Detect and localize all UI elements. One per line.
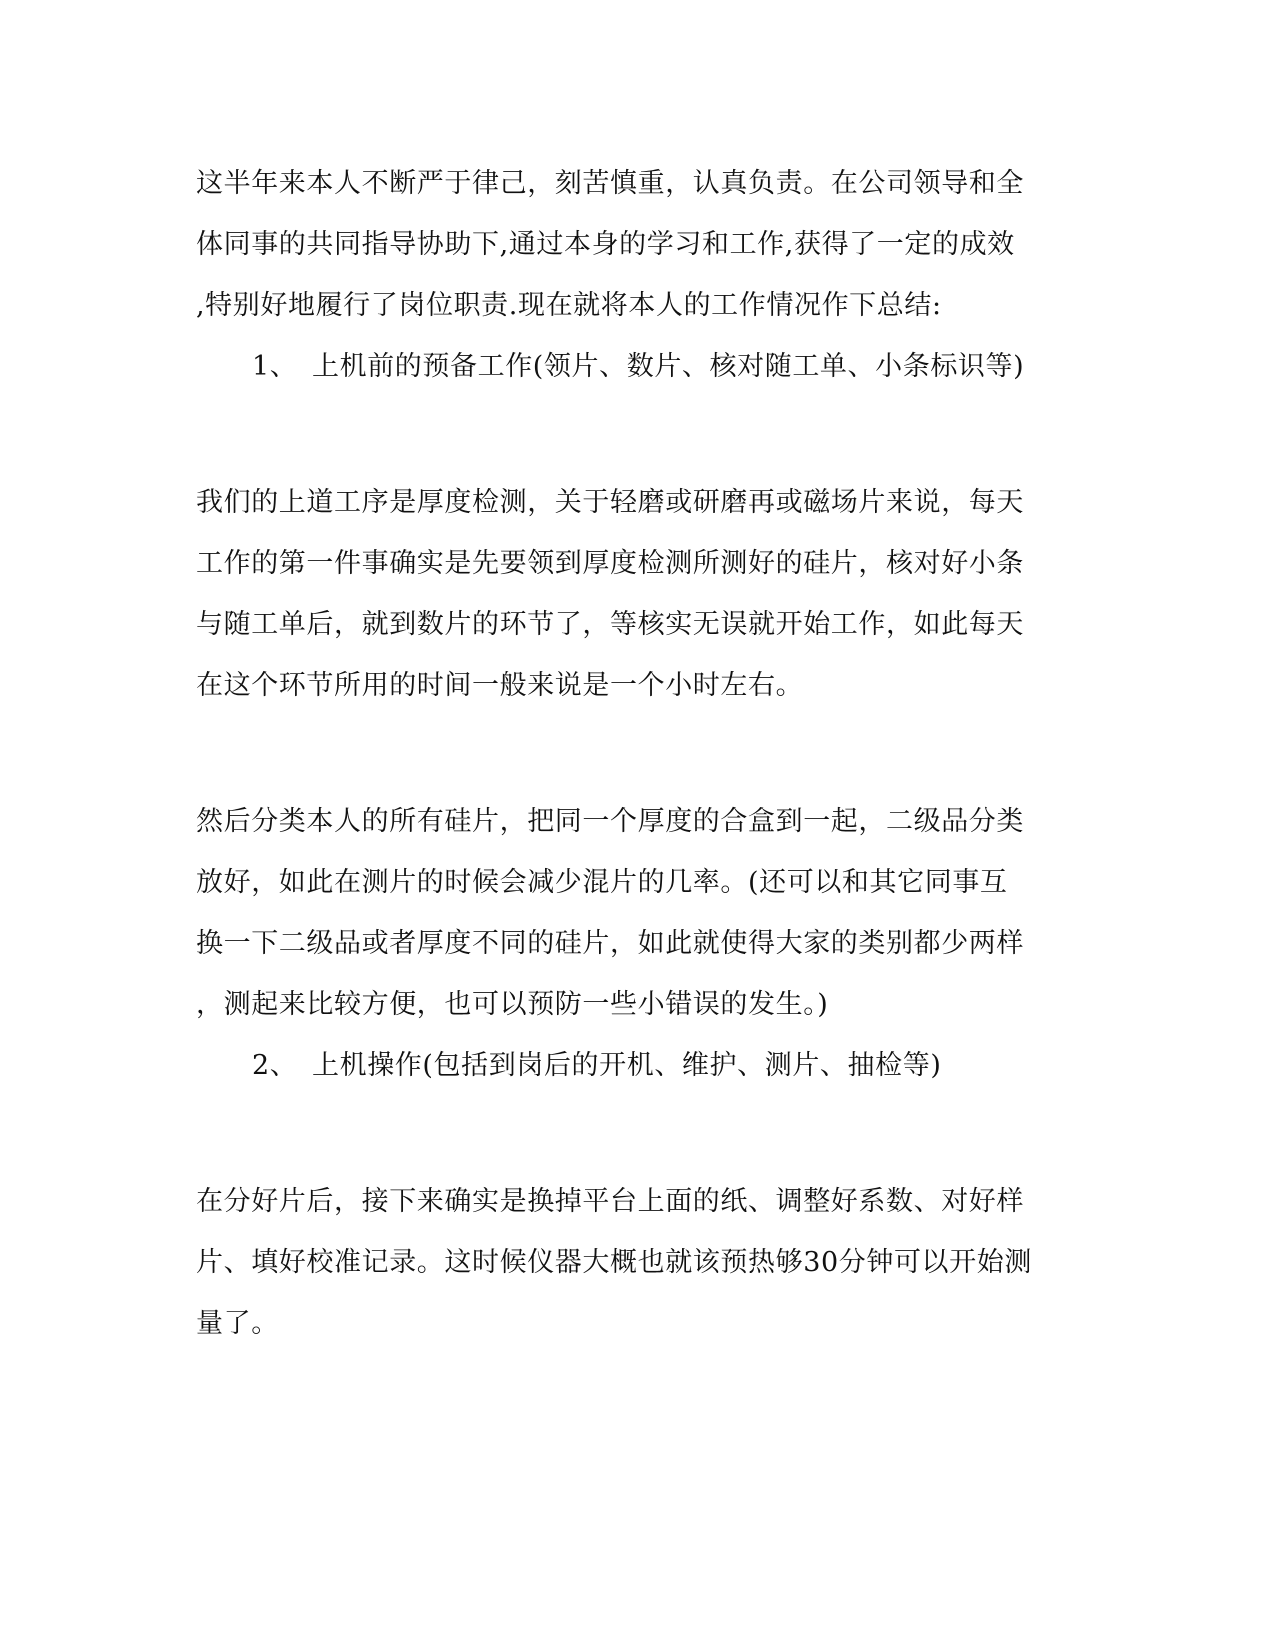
list-item-1 (252, 351, 1024, 383)
paragraph-2-line-1: 我们的上道工序是厚度检测，关于轻磨或研磨再或磁场片来说，每天 (196, 487, 1024, 518)
paragraph-4-line-3: 量了。 (196, 1308, 279, 1339)
paragraph-3-line-3: 换一下二级品或者厚度不同的硅片，如此就使得大家的类别都少两样 (196, 928, 1024, 959)
list-item-2-number: 2、 (252, 1050, 298, 1081)
list-item-1-text: 上机前的预备工作(领片、数片、核对随工单、小条标识等) (312, 351, 1025, 382)
paragraph-1-line-1: 这半年来本人不断严于律己，刻苦慎重，认真负责。在公司领导和全 (196, 168, 1024, 199)
list-item-1-number: 1、 (252, 351, 298, 382)
paragraph-3-line-4: ，测起来比较方便，也可以预防一些小错误的发生。) (196, 989, 829, 1020)
paragraph-1-line-2: 体同事的共同指导协助下,通过本身的学习和工作,获得了一定的成效 (196, 229, 1015, 260)
list-item-2 (252, 1050, 941, 1082)
paragraph-2-line-2: 工作的第一件事确实是先要领到厚度检测所测好的硅片，核对好小条 (196, 548, 1024, 579)
paragraph-4-line-2: 片、填好校准记录。这时候仪器大概也就该预热够30分钟可以开始测 (196, 1247, 1032, 1278)
paragraph-3-line-1: 然后分类本人的所有硅片，把同一个厚度的合盒到一起，二级品分类 (196, 806, 1024, 837)
paragraph-2-line-4: 在这个环节所用的时间一般来说是一个小时左右。 (196, 670, 804, 701)
paragraph-3-line-2: 放好，如此在测片的时候会减少混片的几率。(还可以和其它同事互 (196, 867, 1008, 898)
paragraph-4-line-1: 在分好片后，接下来确实是换掉平台上面的纸、调整好系数、对好样 (196, 1186, 1024, 1217)
list-item-2-text: 上机操作(包括到岗后的开机、维护、测片、抽检等) (312, 1050, 942, 1081)
paragraph-1-line-3: ,特别好地履行了岗位职责.现在就将本人的工作情况作下总结: (196, 290, 942, 321)
paragraph-2-line-3: 与随工单后，就到数片的环节了，等核实无误就开始工作，如此每天 (196, 609, 1024, 640)
